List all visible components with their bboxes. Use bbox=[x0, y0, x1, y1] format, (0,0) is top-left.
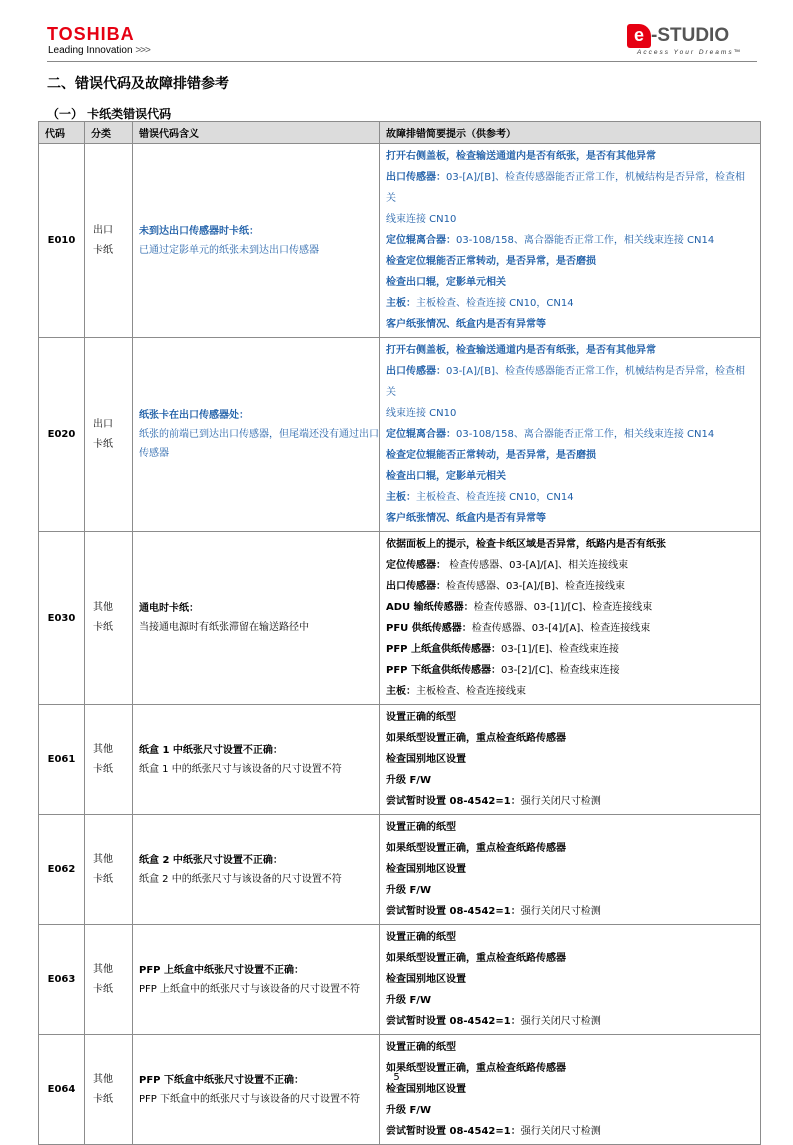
hint-label: 检查国别地区设置 bbox=[386, 754, 466, 765]
error-code: E062 bbox=[39, 815, 85, 925]
column-header-hints: 故障排错简要提示（供参考） bbox=[380, 122, 761, 144]
error-code: E061 bbox=[39, 705, 85, 815]
estudio-slogan: Access Your Dreams™ bbox=[637, 49, 743, 56]
error-code: E063 bbox=[39, 925, 85, 1035]
meaning-title: PFP 下纸盒中纸张尺寸设置不正确： bbox=[139, 1074, 304, 1086]
hint-line bbox=[386, 838, 754, 859]
error-meaning bbox=[133, 144, 380, 338]
hint-line bbox=[386, 508, 754, 529]
hint-line bbox=[386, 817, 754, 838]
troubleshooting-hints bbox=[380, 925, 761, 1035]
hint-text: 线束连接 CN10 bbox=[386, 214, 457, 225]
meaning-title: 纸盒 2 中纸张尺寸设置不正确： bbox=[139, 854, 283, 866]
hint-label: 设置正确的纸型 bbox=[386, 1042, 456, 1053]
tagline-text: Leading Innovation bbox=[48, 45, 133, 56]
hint-line bbox=[386, 251, 754, 272]
page-number: 5 bbox=[393, 1072, 400, 1083]
error-category bbox=[85, 338, 133, 532]
meaning-description: 纸盒 1 中的纸张尺寸与该设备的尺寸设置不符 bbox=[139, 763, 342, 775]
hint-text: 03-[A]/[B]、检查传感器能否正常工作，机械结构是否异常，检查相关 bbox=[386, 172, 746, 204]
category-line: 卡纸 bbox=[93, 622, 113, 633]
error-code-table bbox=[38, 121, 761, 1145]
error-code: E020 bbox=[39, 338, 85, 532]
hint-line bbox=[386, 880, 754, 901]
hint-line bbox=[386, 749, 754, 770]
estudio-badge: e bbox=[627, 24, 651, 48]
hint-line bbox=[386, 555, 754, 576]
table-row bbox=[39, 532, 761, 705]
error-meaning bbox=[133, 338, 380, 532]
hint-line bbox=[386, 927, 754, 948]
hint-label: 设置正确的纸型 bbox=[386, 822, 456, 833]
hint-line bbox=[386, 969, 754, 990]
meaning-title: 纸张卡在出口传感器处： bbox=[139, 410, 249, 421]
hint-line bbox=[386, 901, 754, 922]
hint-text: 强行关闭尺寸检测 bbox=[520, 1126, 601, 1137]
estudio-logo bbox=[627, 24, 757, 60]
category-line: 其他 bbox=[93, 743, 113, 755]
table-row bbox=[39, 925, 761, 1035]
hint-label: 升级 F/W bbox=[386, 775, 431, 786]
hint-label: 定位辊离合器： bbox=[386, 429, 456, 440]
hint-line bbox=[386, 791, 754, 812]
category-line: 其他 bbox=[93, 1073, 113, 1085]
error-code: E030 bbox=[39, 532, 85, 705]
hint-line bbox=[386, 597, 754, 618]
meaning-description: PFP 上纸盒中的纸张尺寸与该设备的尺寸设置不符 bbox=[139, 983, 360, 995]
hint-label: 客户纸张情况、纸盒内是否有异常等 bbox=[386, 319, 546, 330]
hint-label: 定位辊离合器： bbox=[386, 235, 456, 246]
hint-text: 03-108/158、离合器能否正常工作，相关线束连接 CN14 bbox=[456, 429, 715, 440]
hint-label: 依据面板上的提示，检查卡纸区域是否异常，纸路内是否有纸张 bbox=[386, 539, 666, 550]
category-line: 其他 bbox=[93, 853, 113, 865]
estudio-word: -STUDIO bbox=[651, 25, 730, 46]
hint-label: PFU 供纸传感器： bbox=[386, 623, 472, 634]
hint-label: 检查国别地区设置 bbox=[386, 1084, 466, 1095]
hint-text: 检查传感器、03-[4]/[A]、检查连接线束 bbox=[471, 623, 651, 634]
hint-line bbox=[386, 859, 754, 880]
hint-label: 升级 F/W bbox=[386, 1105, 431, 1116]
error-meaning bbox=[133, 532, 380, 705]
hint-line bbox=[386, 770, 754, 791]
category-line: 卡纸 bbox=[93, 438, 113, 450]
hint-text: 主板检查、检查连接 CN10，CN14 bbox=[416, 298, 574, 309]
hint-label: 检查定位辊能否正常转动，是否异常，是否磨损 bbox=[386, 450, 596, 461]
meaning-description: 当接通电源时有纸张滞留在输送路径中 bbox=[139, 622, 309, 633]
column-header-meaning: 错误代码含义 bbox=[133, 122, 380, 144]
error-meaning bbox=[133, 815, 380, 925]
meaning-title: 纸盒 1 中纸张尺寸设置不正确： bbox=[139, 744, 283, 756]
hint-label: 检查出口辊，定影单元相关 bbox=[386, 471, 506, 482]
hint-label: 如果纸型设置正确，重点检查纸路传感器 bbox=[386, 953, 566, 964]
hint-line bbox=[386, 209, 754, 230]
hint-line bbox=[386, 361, 754, 403]
hint-label: 主板： bbox=[386, 686, 416, 697]
table-row bbox=[39, 144, 761, 338]
category-line: 出口 bbox=[93, 418, 113, 430]
hint-label: 设置正确的纸型 bbox=[386, 712, 456, 723]
hint-label: ADU 输纸传感器： bbox=[386, 602, 474, 613]
table-row bbox=[39, 815, 761, 925]
hint-label: 主板： bbox=[386, 492, 416, 503]
hint-line bbox=[386, 618, 754, 639]
hint-label: PFP 下纸盒供纸传感器： bbox=[386, 665, 501, 676]
hint-label: 如果纸型设置正确，重点检查纸路传感器 bbox=[386, 733, 566, 744]
error-meaning bbox=[133, 1035, 380, 1145]
hint-line bbox=[386, 1100, 754, 1121]
hint-label: 检查国别地区设置 bbox=[386, 974, 466, 985]
meaning-description: 已通过定影单元的纸张未到达出口传感器 bbox=[139, 244, 319, 256]
hint-label: 打开右侧盖板，检查输送通道内是否有纸张，是否有其他异常 bbox=[386, 345, 656, 356]
hint-text: 主板检查、检查连接 CN10，CN14 bbox=[416, 492, 574, 503]
hint-label: 出口传感器： bbox=[386, 172, 446, 183]
error-meaning bbox=[133, 705, 380, 815]
table-row bbox=[39, 338, 761, 532]
hint-line bbox=[386, 403, 754, 424]
troubleshooting-hints bbox=[380, 705, 761, 815]
meaning-description: 纸张的前端已到达出口传感器，但尾端还没有通过出口传感器 bbox=[139, 429, 379, 459]
table-body bbox=[39, 144, 761, 1145]
hint-line bbox=[386, 272, 754, 293]
error-category bbox=[85, 705, 133, 815]
troubleshooting-hints bbox=[380, 338, 761, 532]
hint-label: 打开右侧盖板，检查输送通道内是否有纸张，是否有其他异常 bbox=[386, 151, 656, 162]
hint-label: 尝试暂时设置 08-4542=1： bbox=[386, 906, 521, 917]
hint-label: 主板： bbox=[386, 298, 416, 309]
hint-line bbox=[386, 487, 754, 508]
hint-text: 检查传感器、03-[1]/[C]、检查连接线束 bbox=[473, 602, 653, 613]
hint-line bbox=[386, 639, 754, 660]
hint-line bbox=[386, 230, 754, 251]
hint-line bbox=[386, 534, 754, 555]
hint-line bbox=[386, 314, 754, 335]
table-row bbox=[39, 1035, 761, 1145]
category-line: 卡纸 bbox=[93, 244, 113, 256]
troubleshooting-hints bbox=[380, 815, 761, 925]
category-line: 出口 bbox=[93, 224, 113, 236]
hint-text: 03-[2]/[C]、检查线束连接 bbox=[500, 665, 620, 676]
hint-label: 检查定位辊能否正常转动，是否异常，是否磨损 bbox=[386, 256, 596, 267]
hint-line bbox=[386, 948, 754, 969]
meaning-title: PFP 上纸盒中纸张尺寸设置不正确： bbox=[139, 964, 304, 976]
error-meaning bbox=[133, 925, 380, 1035]
hint-line bbox=[386, 681, 754, 702]
troubleshooting-hints bbox=[380, 1035, 761, 1145]
table-row bbox=[39, 705, 761, 815]
hint-label: 定位传感器： bbox=[386, 560, 446, 571]
hint-label: 尝试暂时设置 08-4542=1： bbox=[386, 796, 521, 807]
hint-label: 升级 F/W bbox=[386, 995, 431, 1006]
hint-label: 尝试暂时设置 08-4542=1： bbox=[386, 1016, 521, 1027]
hint-line bbox=[386, 445, 754, 466]
hint-text: 主板检查、检查连接线束 bbox=[416, 686, 526, 697]
hint-label: 出口传感器： bbox=[386, 581, 446, 592]
meaning-title: 通电时卡纸： bbox=[139, 603, 199, 614]
hint-line bbox=[386, 660, 754, 681]
hint-label: 尝试暂时设置 08-4542=1： bbox=[386, 1126, 521, 1137]
error-category bbox=[85, 144, 133, 338]
hint-label: 出口传感器： bbox=[386, 366, 446, 377]
meaning-description: PFP 下纸盒中的纸张尺寸与该设备的尺寸设置不符 bbox=[139, 1093, 360, 1105]
page-header bbox=[47, 24, 757, 60]
category-line: 其他 bbox=[93, 602, 113, 613]
error-category bbox=[85, 532, 133, 705]
hint-label: PFP 上纸盒供纸传感器： bbox=[386, 644, 501, 655]
hint-label: 检查国别地区设置 bbox=[386, 864, 466, 875]
section-title: 二、错误代码及故障排错参考 bbox=[47, 76, 229, 92]
troubleshooting-hints bbox=[380, 144, 761, 338]
category-line: 卡纸 bbox=[93, 763, 113, 775]
hint-line bbox=[386, 293, 754, 314]
column-header-category: 分类 bbox=[85, 122, 133, 144]
category-line: 卡纸 bbox=[93, 1093, 113, 1105]
category-line: 卡纸 bbox=[93, 873, 113, 885]
category-line: 卡纸 bbox=[93, 983, 113, 995]
category-line: 其他 bbox=[93, 963, 113, 975]
hint-line bbox=[386, 1121, 754, 1142]
hint-text: 检查传感器、03-[A]/[B]、检查连接线束 bbox=[446, 581, 626, 592]
header-divider bbox=[47, 61, 757, 62]
hint-label: 客户纸张情况、纸盒内是否有异常等 bbox=[386, 513, 546, 524]
hint-label: 升级 F/W bbox=[386, 885, 431, 896]
hint-text: 03-[A]/[B]、检查传感器能否正常工作，机械结构是否异常，检查相关 bbox=[386, 366, 746, 398]
hint-line bbox=[386, 728, 754, 749]
meaning-title: 未到达出口传感器时卡纸： bbox=[139, 225, 259, 237]
error-category bbox=[85, 1035, 133, 1145]
error-code: E010 bbox=[39, 144, 85, 338]
hint-text: 03-108/158、离合器能否正常工作，相关线束连接 CN14 bbox=[456, 235, 715, 246]
hint-line bbox=[386, 424, 754, 445]
hint-line bbox=[386, 707, 754, 728]
meaning-description: 纸盒 2 中的纸张尺寸与该设备的尺寸设置不符 bbox=[139, 873, 342, 885]
hint-text: 强行关闭尺寸检测 bbox=[520, 1016, 601, 1027]
subsection-title: （一） 卡纸类错误代码 bbox=[47, 107, 172, 121]
hint-text: 检查传感器、03-[A]/[A]、相关连接线束 bbox=[446, 560, 629, 571]
hint-line bbox=[386, 990, 754, 1011]
error-category bbox=[85, 815, 133, 925]
hint-line bbox=[386, 146, 754, 167]
hint-label: 检查出口辊，定影单元相关 bbox=[386, 277, 506, 288]
column-header-code: 代码 bbox=[39, 122, 85, 144]
tagline bbox=[48, 45, 150, 56]
tagline-arrows: >>> bbox=[135, 45, 150, 56]
troubleshooting-hints bbox=[380, 532, 761, 705]
hint-line bbox=[386, 340, 754, 361]
hint-text: 03-[1]/[E]、检查线束连接 bbox=[500, 644, 619, 655]
hint-text: 强行关闭尺寸检测 bbox=[520, 906, 601, 917]
hint-label: 设置正确的纸型 bbox=[386, 932, 456, 943]
hint-text: 强行关闭尺寸检测 bbox=[520, 796, 601, 807]
hint-line bbox=[386, 1037, 754, 1058]
error-category bbox=[85, 925, 133, 1035]
hint-line bbox=[386, 576, 754, 597]
toshiba-logo: TOSHIBA bbox=[47, 24, 135, 44]
hint-text: 线束连接 CN10 bbox=[386, 408, 457, 419]
hint-line bbox=[386, 466, 754, 487]
hint-label: 如果纸型设置正确，重点检查纸路传感器 bbox=[386, 843, 566, 854]
error-code: E064 bbox=[39, 1035, 85, 1145]
table-header-row bbox=[39, 122, 761, 144]
hint-line bbox=[386, 1011, 754, 1032]
hint-label: 如果纸型设置正确，重点检查纸路传感器 bbox=[386, 1063, 566, 1074]
hint-line bbox=[386, 167, 754, 209]
